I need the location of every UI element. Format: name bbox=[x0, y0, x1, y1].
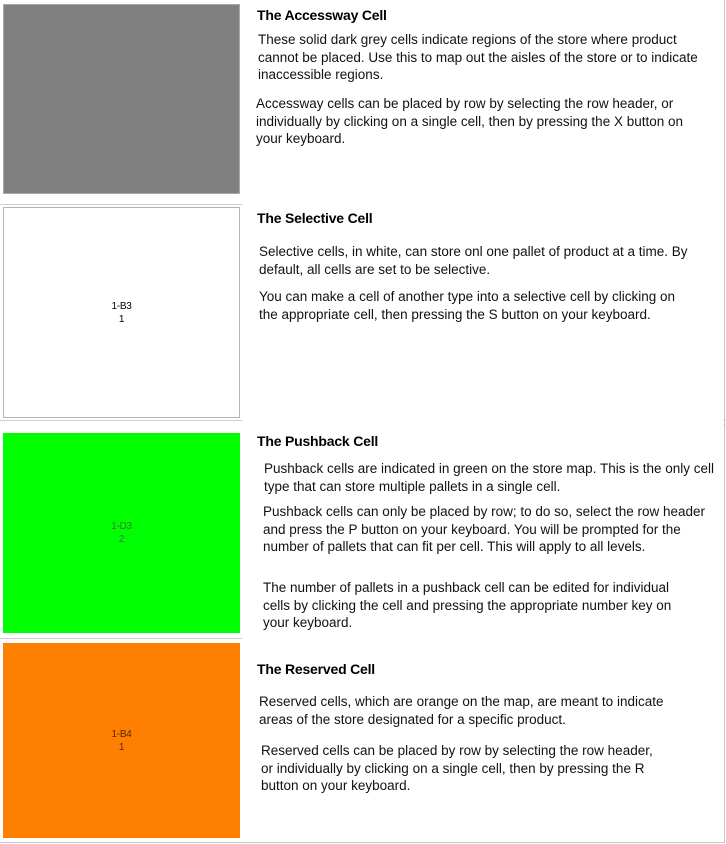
selective-cell-swatch bbox=[3, 207, 240, 418]
reserved-cell-number: 1 bbox=[118, 741, 125, 753]
accessway-cell-swatch bbox=[3, 4, 240, 194]
accessway-paragraph-2: Accessway cells can be placed by row by selecting the row header, or individually by clicking on a single cell, then by pressing the X button on your keyboard. bbox=[256, 96, 684, 146]
row-divider bbox=[0, 204, 242, 205]
pushback-cell-number: 2 bbox=[118, 534, 125, 545]
reserved-cell-label: 1-B4 bbox=[111, 728, 132, 740]
accessway-paragraph-1: These solid dark grey cells indicate regions of the store where product cannot be placed. Use this to map out the aisles of the store or to indicate inaccessible regions. bbox=[258, 32, 698, 82]
pushback-cell-swatch bbox=[3, 433, 240, 633]
pushback-paragraph-3: The number of pallets in a pushback cell can be edited for individual cells by clicking the cell and pressing the appropriate number key on your keyboard. bbox=[263, 580, 672, 630]
reserved-cell-swatch bbox=[3, 643, 240, 838]
selective-cell-number: 1 bbox=[118, 313, 125, 325]
row-divider bbox=[0, 638, 242, 639]
reserved-paragraph-2: Reserved cells can be placed by row by selecting the row header, or individually by clicking on a single cell, then by pressing the R button on your keyboard. bbox=[261, 743, 653, 793]
accessway-title: The Accessway Cell bbox=[257, 7, 387, 23]
pushback-title: The Pushback Cell bbox=[257, 433, 379, 449]
pushback-paragraph-2: Pushback cells can only be placed by row; to do so, select the row header and press the P button on your keyboard. You will be prompted for the number of pallets that can fit per cell. This will apply to all levels. bbox=[263, 504, 705, 554]
pushback-paragraph-1: Pushback cells are indicated in green on the store map. This is the only cell type that can store multiple pallets in a single cell. bbox=[264, 461, 714, 494]
row-divider bbox=[0, 420, 242, 421]
reserved-title: The Reserved Cell bbox=[257, 661, 375, 677]
selective-title: The Selective Cell bbox=[257, 210, 373, 226]
selective-paragraph-2: You can make a cell of another type into a selective cell by clicking on the appropriate cell, then pressing the S button on your keyboard. bbox=[259, 289, 675, 322]
edge-marker: ⁚ bbox=[723, 418, 726, 428]
selective-paragraph-1: Selective cells, in white, can store onl one pallet of product at a time. By default, all cells are set to be selective. bbox=[259, 244, 688, 277]
selective-cell-label: 1-B3 bbox=[111, 300, 132, 312]
pushback-cell-label: 1-D3 bbox=[111, 521, 132, 532]
reserved-paragraph-1: Reserved cells, which are orange on the map, are meant to indicate areas of the store designated for a specific product. bbox=[259, 694, 664, 727]
